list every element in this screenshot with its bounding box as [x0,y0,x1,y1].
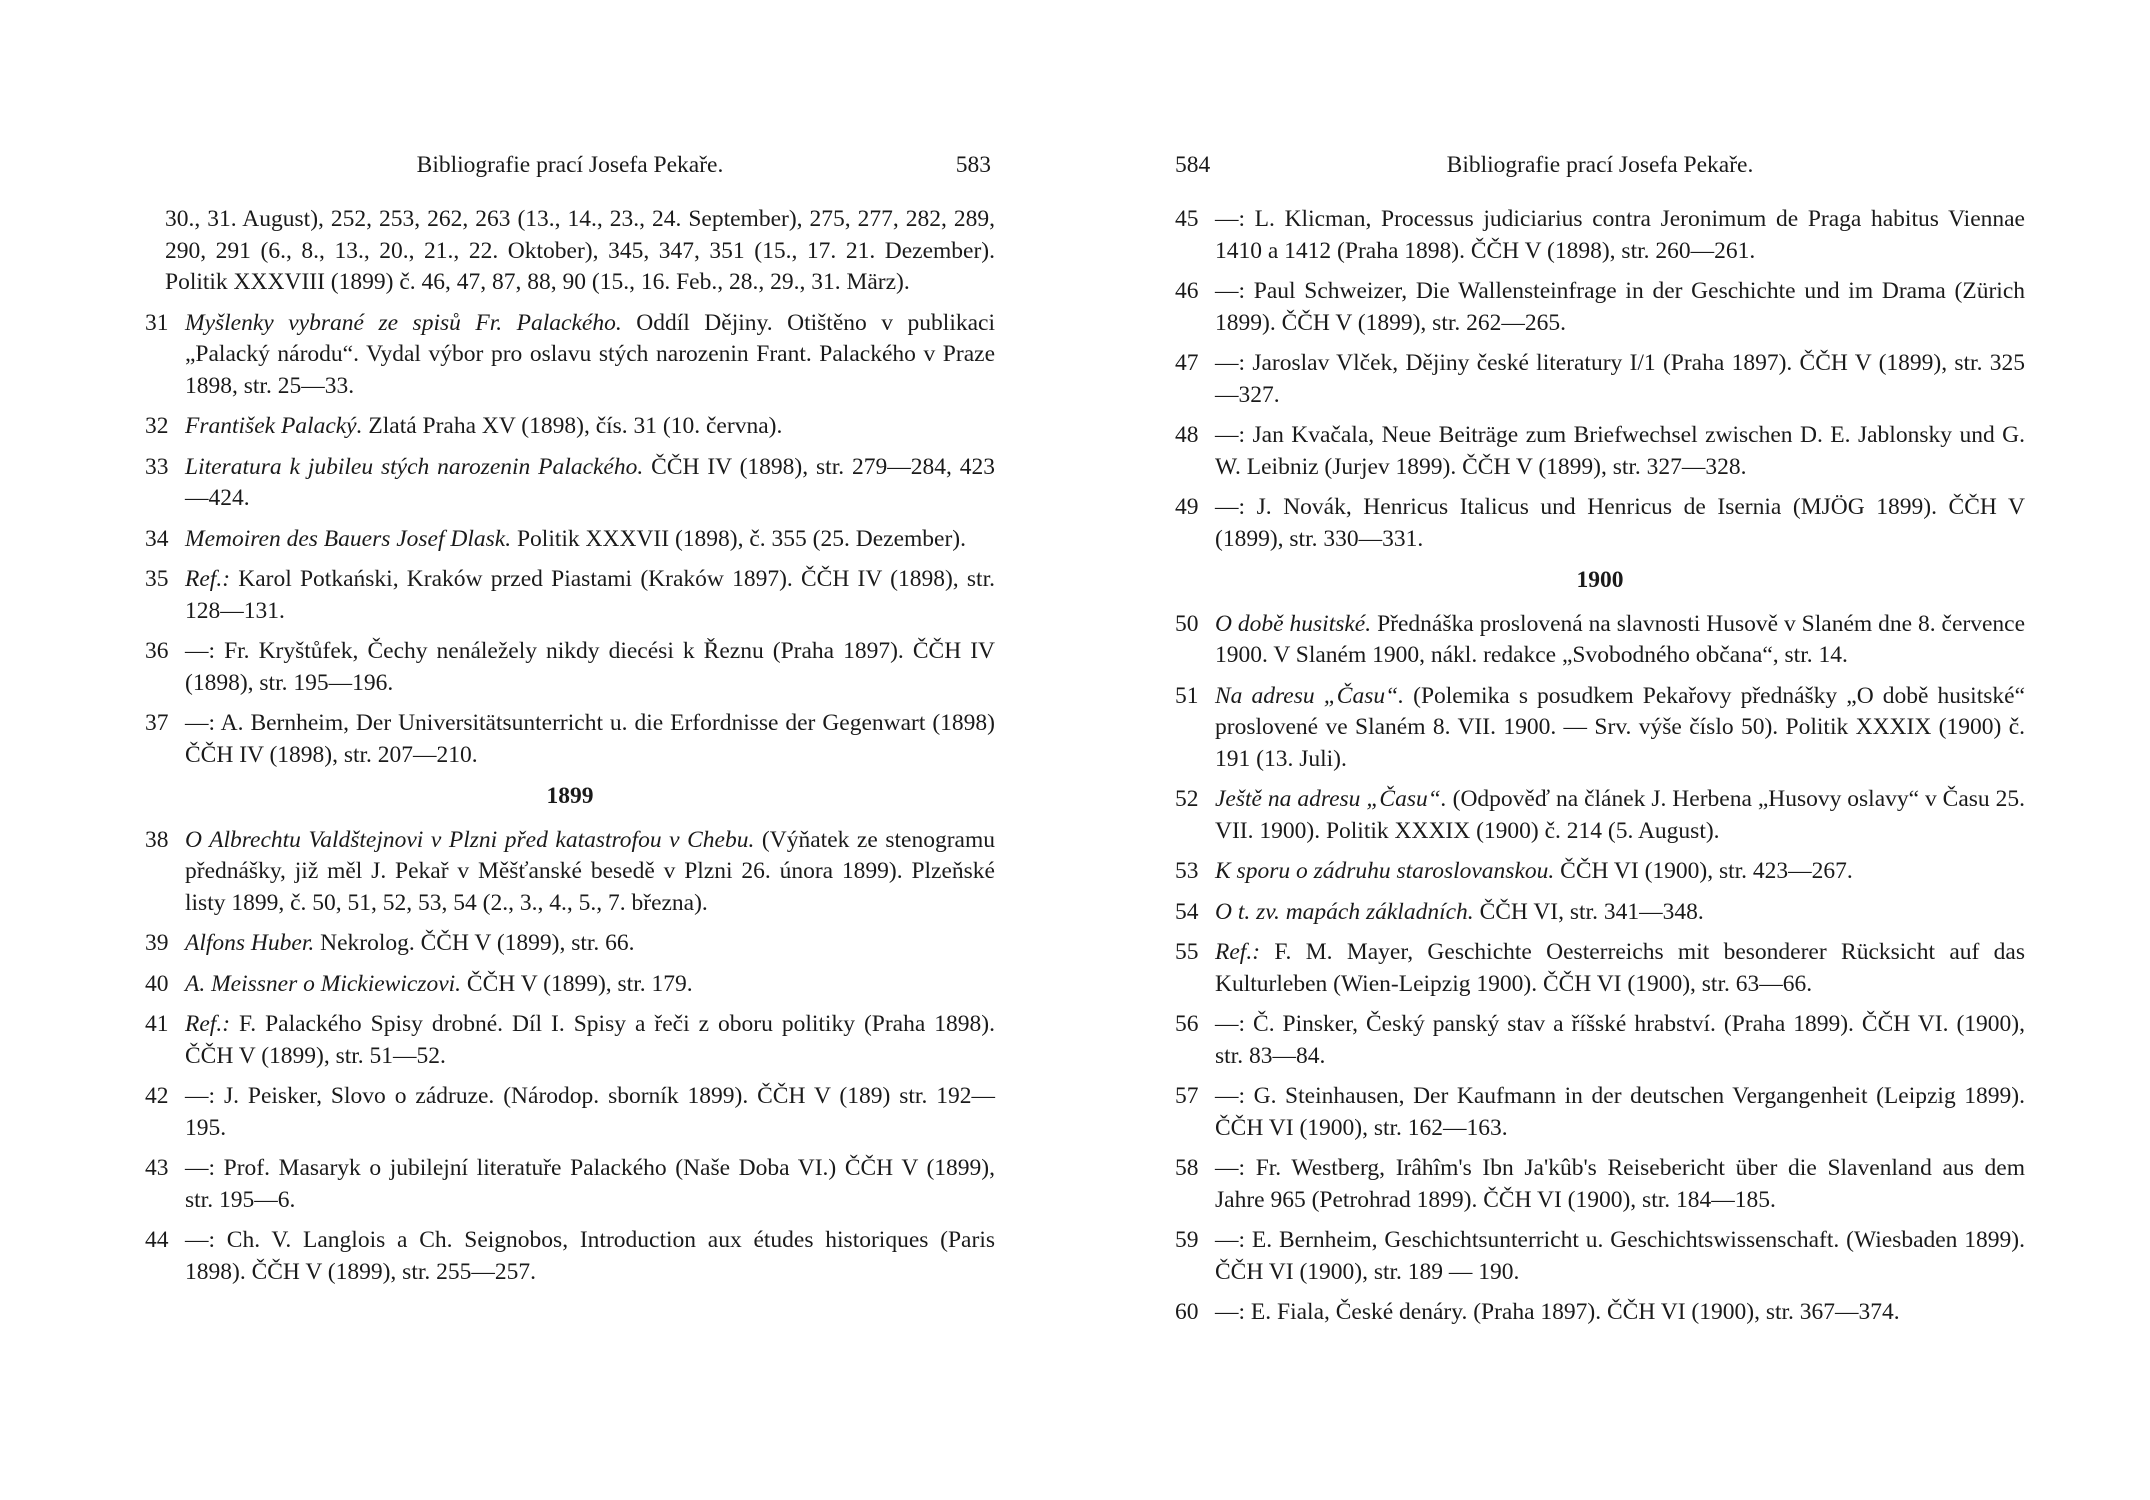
entry-body [185,452,995,515]
entry-title: Literatura k jubileu stých narozenin Palackého. [185,453,644,480]
entry-body [1215,609,2025,672]
entry-text: F. Palackého Spisy drobné. Díl I. Spisy a řeči z oboru politiky (Praha 1898). ČČH V (1899), str. 51—52. [185,1011,995,1069]
bibliography-entry [145,452,995,515]
year-heading: 1899 [546,783,594,809]
entry-number: 39 [145,930,169,956]
bibliography-entry [1175,420,2025,483]
entry-text: ČČH IV (1898), str. 279—284, 423—424. [185,453,996,511]
entry-text: —: Jaroslav Vlček, Dějiny české literatury I/1 (Praha 1897). ČČH V (1899), str. 325—327. [1215,350,2025,408]
entry-body [1215,897,2025,929]
entry-body [1215,276,2025,339]
entry-text: Politik XXXVII (1898), č. 355 (25. Dezember). [511,525,966,552]
entry-text: (Odpověď na článek J. Herbena „Husovy oslavy“ v Času 25. VII. 1900). Politik XXXIX (1900) č. 214 (5. August). [1215,786,2025,844]
entry-title: O t. zv. mapách základních. [1215,898,1474,925]
entry-body [1215,784,2025,847]
bibliography-entry [145,411,995,443]
entry-text: (Polemika s posudkem Pekařovy přednášky „O době husitské“ proslovené ve Slaném 8. VII. 1900. — Srv. výše číslo 50). Politik XXXIX (1900) č. 191 (13. Juli). [1215,682,2025,772]
entry-body [185,1081,995,1144]
entry-body [1215,348,2025,411]
entry-number: 56 [1175,1011,1199,1037]
entry-body [1215,937,2025,1000]
entry-number: 36 [145,638,169,664]
entry-body [185,524,995,556]
entry-title: O Albrechtu Valdštejnovi v Plzni před katastrofou v Chebu. [185,826,755,853]
bibliography-entry [145,708,995,771]
entry-text: —: Ch. V. Langlois a Ch. Seignobos, Introduction aux études historiques (Paris 1898). ČČH V (1899), str. 255—257. [185,1227,995,1285]
entry-number: 54 [1175,898,1199,925]
entry-number: 46 [1175,278,1199,304]
page-number: 584 [1175,152,1211,178]
entry-text: Karol Potkański, Kraków przed Piastami (Kraków 1897). ČČH IV (1898), str. 128—131. [185,566,995,624]
entry-text: —: J. Peisker, Slovo o zádruze. (Národop. sborník 1899). ČČH V (189) str. 192—195. [185,1083,995,1141]
bibliography-entry [1175,856,2025,888]
entry-text: —: G. Steinhausen, Der Kaufmann in der deutschen Vergangenheit (Leipzig 1899). ČČH VI (1900), str. 162—163. [1215,1083,2025,1141]
bibliography-entry [145,308,995,403]
bibliography-entry [1175,609,2025,672]
entry-number: 33 [145,453,169,480]
entry-title: Ref.: [185,566,231,592]
bibliography-entry [145,1081,995,1144]
entry-text: ČČH VI (1900), str. 423—267. [1554,858,1853,884]
entry-number: 48 [1175,422,1199,448]
bibliography-entry [145,524,995,556]
entry-body [1215,856,2025,888]
bibliography-entry [1175,276,2025,339]
bibliography-entry [1175,897,2025,929]
entry-text: ČČH VI, str. 341—348. [1473,898,1704,925]
left-page [145,150,995,1297]
bibliography-entry [145,1153,995,1216]
entry-body [1215,204,2025,267]
entry-text: —: Paul Schweizer, Die Wallensteinfrage in der Geschichte und im Drama (Zürich 1899). ČČH V (1899), str. 262—265. [1215,278,2025,336]
bibliography-entry [145,825,995,920]
bibliography-entry [1175,1225,2025,1288]
entry-number: 32 [145,413,169,439]
entry-title: Na adresu „Času“. [1215,682,1405,709]
entry-title: František Palacký. [185,413,363,439]
entry-body [185,1153,995,1216]
entry-number: 38 [145,826,169,853]
entry-body [1215,1081,2025,1144]
entry-text: —: Jan Kvačala, Neue Beiträge zum Briefwechsel zwischen D. E. Jablonsky und G. W. Leibniz (Jurjev 1899). ČČH V (1899), str. 327—328. [1215,422,2025,480]
entry-number: 31 [145,309,169,336]
entry-title: Ref.: [1215,939,1261,965]
entry-number: 47 [1175,350,1199,376]
bibliography-entry [145,928,995,960]
entry-body [185,564,995,627]
bibliography-entry [1175,681,2025,776]
entry-title: Memoiren des Bauers Josef Dlask. [185,525,512,552]
entry-number: 60 [1175,1299,1199,1325]
entry-body [1215,1153,2025,1216]
entry-text: Přednáška proslovená na slavnosti Husově v Slaném dne 8. července 1900. V Slaném 1900, nákl. redakce „Svobodného občana“, str. 14. [1215,610,2025,668]
entry-text: Nekrolog. ČČH V (1899), str. 66. [314,930,635,956]
entries-list [1175,204,2025,555]
bibliography-entry [145,564,995,627]
right-running-head [1175,150,2025,182]
right-page [1175,150,2025,1338]
entry-body [1215,1225,2025,1288]
entry-title: A. Meissner o Mickiewiczovi. [185,970,462,997]
entry-text: —: Č. Pinsker, Český panský stav a říšské hrabství. (Praha 1899). ČČH VI. (1900), str. 83—84. [1215,1011,2025,1069]
bibliography-entry [1175,937,2025,1000]
bibliography-entry [1175,204,2025,267]
entry-number: 37 [145,710,169,736]
entry-body [1215,1009,2025,1072]
continuation-text: 30., 31. August), 252, 253, 262, 263 (13., 14., 23., 24. September), 275, 277, 282, 289, 290, 291 (6., 8., 13., 20., 21., 22. Oktober), 345, 347, 351 (15., 17. 21. Dezember). Politik XXXVIII (1899) č. 46, 47, 87, 88, 90 (15., 16. Feb., 28., 29., 31. März). [165,206,995,295]
entry-body [1215,681,2025,776]
entry-text: —: E. Bernheim, Geschichtsunterricht u. Geschichtswissenschaft. (Wiesbaden 1899). ČČH VI (1900), str. 189 — 190. [1215,1227,2025,1285]
entry-body [185,708,995,771]
entry-number: 59 [1175,1227,1199,1253]
bibliography-entry [1175,784,2025,847]
entry-text: F. M. Mayer, Geschichte Oesterreichs mit besonderer Rücksicht auf das Kulturleben (Wien-Leipzig 1900). ČČH VI (1900), str. 63—66. [1215,939,2025,997]
year-heading: 1900 [1576,567,1624,593]
entry-number: 57 [1175,1083,1199,1109]
entry-body [1215,420,2025,483]
entry-body [1215,1297,2025,1329]
entry-text: Zlatá Praha XV (1898), čís. 31 (10. června). [362,413,783,439]
page-number: 583 [955,152,991,178]
entry-title: Alfons Huber. [185,930,315,956]
entry-number: 58 [1175,1155,1199,1181]
entry-number: 51 [1175,682,1199,709]
bibliography-entry [145,969,995,1001]
entry-number: 40 [145,970,169,997]
entry-text: —: J. Novák, Henricus Italicus und Henricus de Isernia (MJÖG 1899). ČČH V (1899), str. 330—331. [1215,494,2025,552]
entry-number: 52 [1175,786,1199,812]
entry-title: Ref.: [185,1011,231,1037]
entry-body [185,825,995,920]
entry-number: 34 [145,525,169,552]
entries-list [145,825,995,1289]
entry-text: —: L. Klicman, Processus judiciarius contra Jeronimum de Praga habitus Viennae 1410 a 1412 (Praha 1898). ČČH V (1898), str. 260—261. [1215,206,2025,264]
entry-text: —: Prof. Masaryk o jubilejní literatuře Palackého (Naše Doba VI.) ČČH V (1899), str. 195—6. [185,1155,995,1213]
entry-number: 55 [1175,939,1199,965]
entry-number: 42 [145,1083,169,1109]
entry-body [185,308,995,403]
entry-body [1215,492,2025,555]
entry-body [185,928,995,960]
bibliography-entry [145,1225,995,1288]
entry-body [185,411,995,443]
entry-number: 43 [145,1155,169,1181]
running-title: Bibliografie prací Josefa Pekaře. [416,152,724,178]
entry-text: ČČH V (1899), str. 179. [461,970,693,997]
bibliography-entry [1175,348,2025,411]
entry-text: —: E. Fiala, České denáry. (Praha 1897). ČČH VI (1900), str. 367—374. [1215,1299,1900,1325]
entry-number: 50 [1175,610,1199,637]
entry-body [185,969,995,1001]
entry-body [185,1225,995,1288]
entry-number: 44 [145,1227,169,1253]
entry-title: K sporu o zádruhu staroslovanskou. [1215,858,1555,884]
entry-number: 53 [1175,858,1199,884]
entry-text: Oddíl Dějiny. Otištěno v publikaci „Palacký národu“. Vydal výbor pro oslavu stých narozenin Frant. Palackého v Praze 1898, str. 25—33. [185,309,996,399]
bibliography-entry [145,1009,995,1072]
entry-text: —: Fr. Kryštůfek, Čechy nenáležely nikdy diecési k Řeznu (Praha 1897). ČČH IV (1898), str. 195—196. [185,638,995,696]
entry-number: 49 [1175,494,1199,520]
entry-text: (Výňatek ze stenogramu přednášky, již měl J. Pekař v Měšťanské besedě v Plzni 26. února 1899). Plzeňské listy 1899, č. 50, 51, 52, 53, 54 (2., 3., 4., 5., 7. března). [185,826,995,916]
bibliography-entry [1175,1153,2025,1216]
bibliography-entry [145,636,995,699]
left-running-head [145,150,995,182]
entry-number: 41 [145,1011,169,1037]
entry-text: —: Fr. Westberg, Irâhîm's Ibn Ja'kûb's Reisebericht über die Slavenland aus dem Jahre 965 (Petrohrad 1899). ČČH VI (1900), str. 184—185. [1215,1155,2025,1213]
entry-title: O době husitské. [1215,610,1372,637]
entry-title: Myšlenky vybrané ze spisů Fr. Palackého. [185,309,622,336]
entry-body [185,1009,995,1072]
bibliography-entry [1175,1009,2025,1072]
running-title: Bibliografie prací Josefa Pekaře. [1446,152,1754,178]
entries-list [145,308,995,772]
entry-body [185,636,995,699]
entries-list [1175,609,2025,1329]
bibliography-entry [1175,1081,2025,1144]
entry-title: Ještě na adresu „Času“. [1215,786,1447,812]
entry-text: —: A. Bernheim, Der Universitätsunterricht u. die Erfordnisse der Gegenwart (1898) ČČH IV (1898), str. 207—210. [185,710,995,768]
entry-number: 35 [145,566,169,592]
bibliography-entry [1175,1297,2025,1329]
bibliography-entry [1175,492,2025,555]
entry-number: 45 [1175,206,1199,232]
